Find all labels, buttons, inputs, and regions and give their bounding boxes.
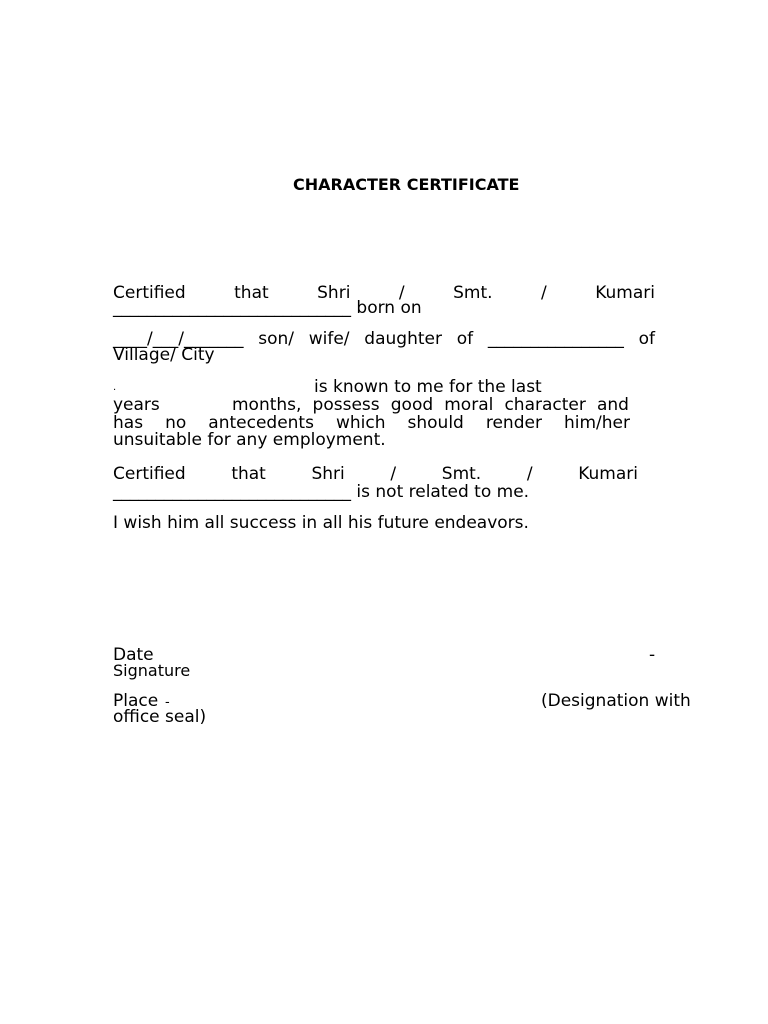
word: Shri: [311, 464, 345, 484]
word: and: [596, 395, 629, 415]
word: which: [335, 413, 386, 433]
word: Kumari: [595, 283, 655, 303]
word: Smt.: [453, 283, 493, 303]
word: good: [390, 395, 434, 415]
word: Kumari: [578, 464, 638, 484]
para2-dot: .: [113, 382, 117, 393]
word: Shri: [317, 283, 351, 303]
word: of: [456, 329, 474, 349]
word: son/: [258, 329, 294, 349]
word: /: [526, 464, 533, 484]
word: render: [485, 413, 542, 433]
blank-date: ____/___/_______: [113, 329, 244, 349]
word: Smt.: [441, 464, 482, 484]
word: Certified: [113, 464, 186, 484]
para2-line2: [232, 396, 629, 414]
word: /: [398, 283, 405, 303]
signature-label: Signature: [113, 661, 191, 680]
word: has: [113, 413, 144, 433]
word: character: [504, 395, 586, 415]
word: that: [234, 283, 269, 303]
word: of: [638, 329, 655, 349]
place-dash: -: [165, 695, 170, 710]
wish-text: I wish him all success in all his future endeavors.: [113, 513, 529, 533]
word: no: [165, 413, 187, 433]
word: antecedents: [208, 413, 314, 433]
para3-line2: ____________________________ is not related to me.: [113, 482, 530, 502]
para2-line4: unsuitable for any employment.: [113, 430, 386, 450]
word: moral: [444, 395, 494, 415]
para2-line1: is known to me for the last: [314, 377, 542, 397]
word: Certified: [113, 283, 186, 303]
office-seal-label: office seal): [113, 707, 207, 727]
word: /: [540, 283, 547, 303]
place-label: Place: [113, 691, 159, 711]
word: months,: [232, 395, 302, 415]
word: him/her: [563, 413, 630, 433]
designation-label: (Designation with: [541, 691, 691, 711]
para2-line2-years: years: [113, 395, 160, 415]
para1-line2: ____________________________ born on: [113, 298, 422, 318]
page-title: CHARACTER CERTIFICATE: [293, 175, 520, 194]
word: should: [407, 413, 464, 433]
word: possess: [312, 395, 380, 415]
date-label: Date: [113, 645, 154, 665]
word: wife/: [308, 329, 350, 349]
word: daughter: [364, 329, 442, 349]
para1-line4: Village/ City: [113, 345, 215, 365]
para3-line1: [113, 465, 638, 483]
blank-name: ________________: [487, 329, 624, 349]
word: that: [231, 464, 266, 484]
date-dash: -: [649, 645, 656, 665]
word: /: [390, 464, 397, 484]
